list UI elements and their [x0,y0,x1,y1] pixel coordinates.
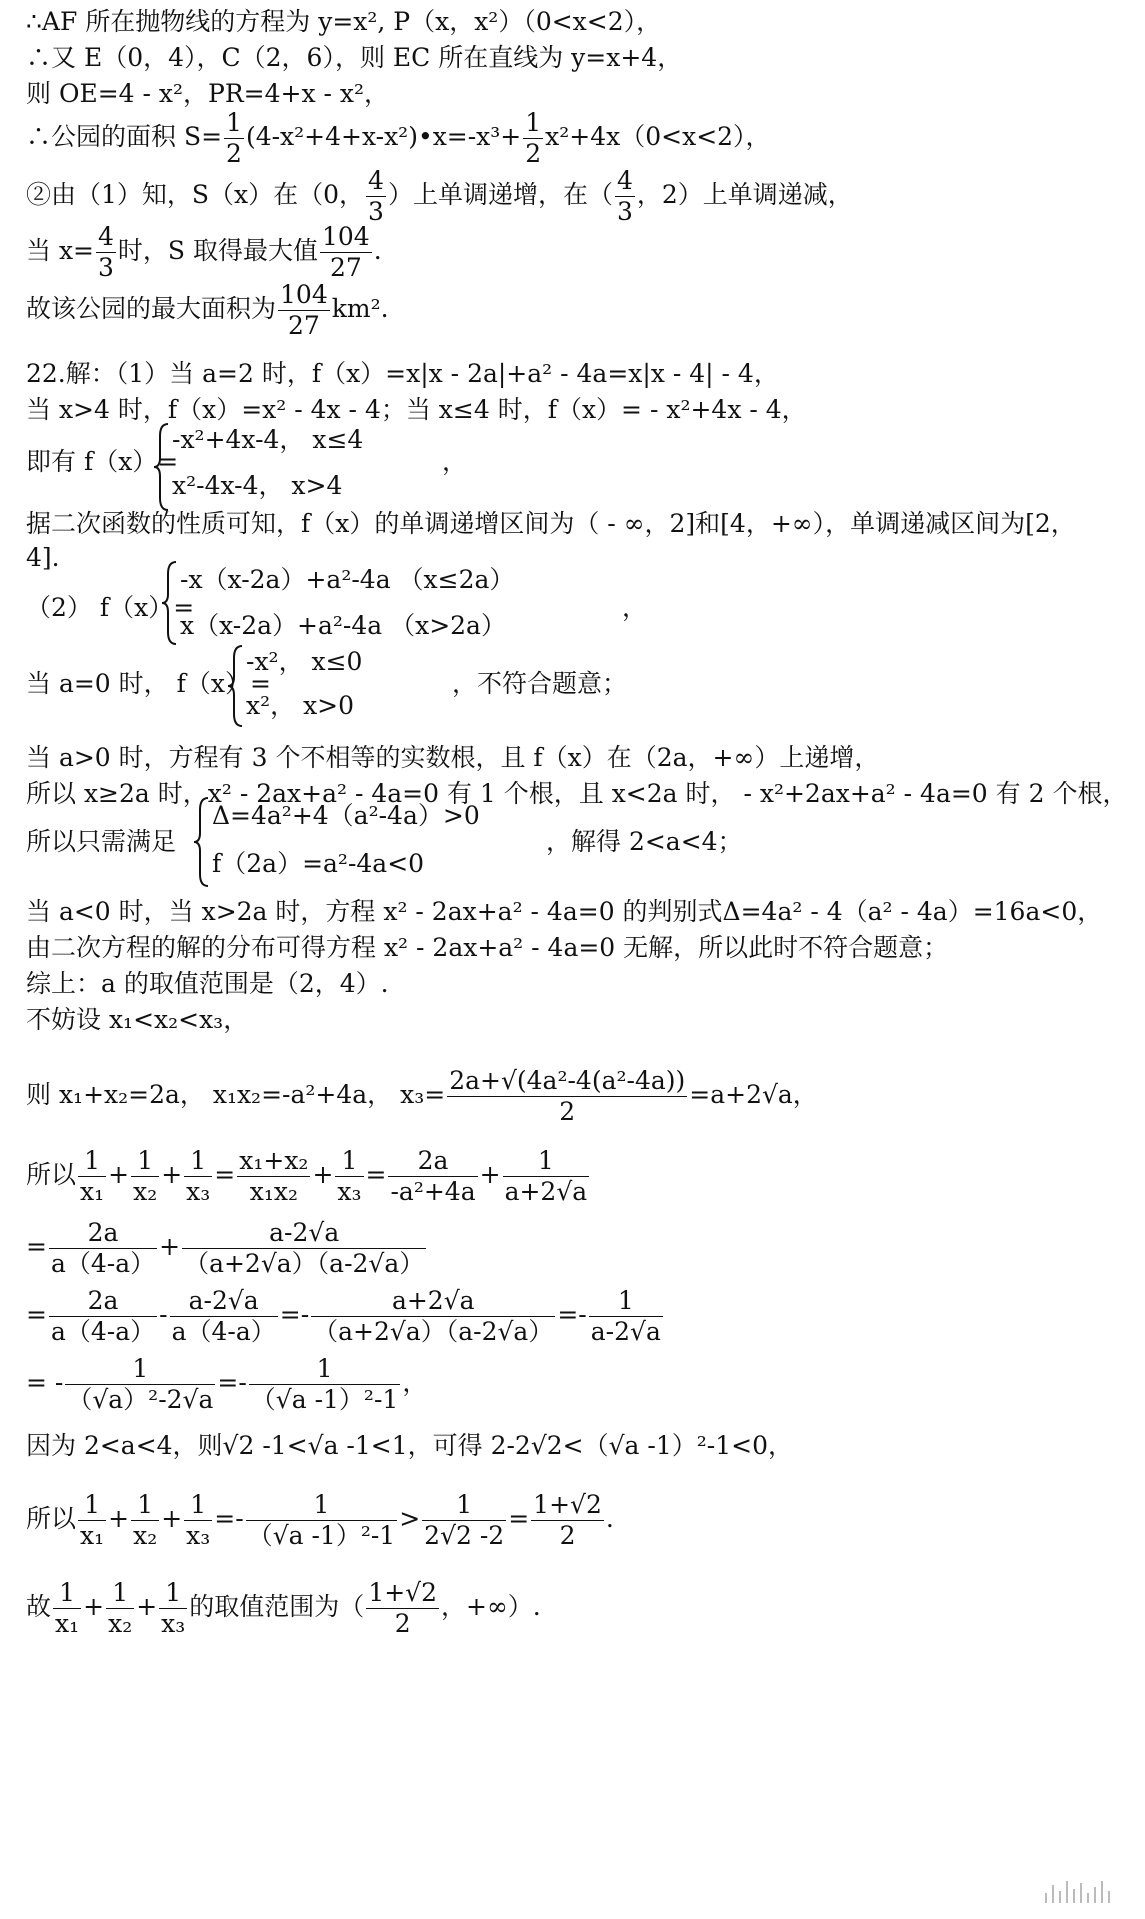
eq: = [214,1160,236,1189]
num: x₁+x₂ [239,1146,309,1175]
max-area-text: 故该公园的最大面积为 [26,294,277,323]
num: 1 [589,1286,663,1317]
roots-text: 则 x₁+x₂=2a， x₁x₂=-a²+4a， x₃= [26,1080,446,1109]
frac-k1 [65,1354,215,1415]
den: a（4-a） [50,1249,156,1278]
eq: = [508,1504,530,1533]
conclusion-line [26,1578,541,1639]
den: 2 [394,1609,411,1638]
frac-inv-x2-2 [131,1490,159,1551]
frac-g1-2 [49,1286,157,1347]
max-line [26,222,382,283]
den: a-2√a [590,1317,661,1346]
sum-line-1 [26,1146,591,1207]
text-line-15: 当 a>0 时，方程有 3 个不相等的实数根，且 f（x）在（2a，+∞）上递增， [26,743,880,772]
area-label: ∴公园的面积 S= [26,122,223,151]
gu: 故 [26,1592,52,1621]
den: a+2√a [504,1177,588,1206]
num: 1 [131,1490,159,1521]
num: 1 [106,1578,134,1609]
eq-minus: = - [26,1368,64,1397]
mono-a: ②由（1）知，S（x）在（0， [26,180,365,209]
frac-m3 [531,1490,604,1551]
watermark-icon [1045,1881,1115,1905]
sum-line-5 [26,1490,614,1551]
text-line-27: 因为 2<a<4，则√2 -1<√a -1<1，可得 2-2√2<（√a -1）²-1<0， [26,1431,793,1460]
frac-half-2 [523,108,543,169]
num: 1 [503,1146,590,1177]
den: x₃ [186,1177,211,1206]
den: （√a）²-2√a [67,1385,214,1414]
num: a-2√a [170,1286,278,1317]
den: x₂ [133,1177,158,1206]
eq: = [365,1160,387,1189]
num: 1 [53,1578,81,1609]
frac-inv-x2 [131,1146,159,1207]
num: 1+√2 [533,1490,602,1519]
text-line-1: ∴AF 所在抛物线的方程为 y=x², P（x，x²）（0<x<2）， [26,7,662,36]
comma: ， [402,1368,428,1397]
den: 2 [559,1097,576,1126]
sum-line-2 [26,1218,428,1279]
den: （√a -1）²-1 [247,1521,396,1550]
den: x₂ [108,1609,133,1638]
den: （a+2√a）（a-2√a） [184,1249,425,1278]
den: x₃ [337,1177,362,1206]
den: x₁ [55,1609,80,1638]
comma: ， [622,593,648,622]
num: 1 [184,1490,212,1521]
plus: + [312,1160,334,1189]
frac-h4 [589,1286,663,1347]
text-line-8: 22.解：（1）当 a=2 时，f（x）=x|x - 2a|+a² - 4a=x|x - 4| - 4， [26,359,779,388]
system-case-2: f（2a）=a²-4a<0 [212,849,425,878]
num: 1 [249,1354,401,1385]
text-line-19: 由二次方程的解的分布可得方程 x² - 2ax+a² - 4a=0 无解，所以此时不符合题意； [26,933,949,962]
num: a+2√a [311,1286,555,1317]
text-line-18: 当 a<0 时，当 x>2a 时，方程 x² - 2ax+a² - 4a=0 的判别式Δ=4a² - 4（a² - 4a）=16a<0， [26,897,1103,926]
frac-m2 [422,1490,506,1551]
dot: . [373,236,382,265]
monotonic-line [26,166,853,227]
frac-inv-x1-2 [78,1490,106,1551]
num: 4 [98,222,114,251]
text-line-9: 当 x>4 时，f（x）=x² - 4x - 4；当 x≤4 时，f（x）= - x²+4x - 4， [26,395,807,424]
frac-h3 [311,1286,555,1347]
den: a（4-a） [171,1317,276,1346]
eq-minus: =- [279,1300,310,1329]
system-tail: ，解得 2<a<4； [546,827,743,856]
range-text: 的取值范围为（ [189,1592,365,1621]
num: 1 [184,1146,212,1177]
eq: = [26,1232,47,1261]
den: 3 [368,197,384,226]
num: 1 [335,1146,363,1177]
system-case-1: Δ=4a²+4（a²-4a）>0 [212,801,480,830]
roots-result: =a+2√a， [689,1080,818,1109]
num: 2a [49,1286,157,1317]
num: 1 [78,1146,106,1177]
num: 2a [388,1146,477,1177]
num: 1 [65,1354,215,1385]
suoyi: 所以 [26,1504,77,1533]
frac-half [224,108,244,169]
frac-g2 [182,1218,426,1279]
brace-icon [152,422,172,512]
den: 3 [616,197,633,226]
den: （a+2√a）（a-2√a） [313,1317,554,1346]
num: 1 [422,1490,506,1521]
eq-minus: =- [557,1300,587,1329]
frac-inv-x3 [184,1146,212,1207]
comma: ， [442,447,468,476]
frac-g1 [49,1218,157,1279]
frac-sum12 [237,1146,310,1207]
dot: . [605,1504,614,1533]
max-area-line [26,280,389,341]
frac-four-thirds-3 [96,222,116,283]
mono-b: ）上单调递增，在（ [387,180,613,209]
den: x₂ [133,1521,158,1550]
num: 1 [159,1578,187,1609]
den: x₁ [80,1177,105,1206]
piecewise-1-case-2: x²-4x-4， x>4 [172,471,343,500]
frac-max-2 [278,280,330,341]
den: x₁x₂ [249,1177,298,1206]
piecewise-3-case-1: -x²， x≤0 [246,647,363,676]
minus: - [159,1300,168,1329]
frac-m3-2 [366,1578,439,1639]
piecewise-2-label: （2） f（x）= [26,593,195,622]
eq: = [26,1300,47,1329]
plus: + [136,1592,158,1621]
den: 2√2 -2 [424,1521,505,1550]
when-x: 当 x= [26,236,94,265]
suoyi: 所以 [26,1160,77,1189]
plus: + [479,1160,501,1189]
text-line-12: 4]. [26,543,60,572]
system-label: 所以只需满足 [26,827,177,856]
num: 1 [78,1490,106,1521]
piecewise-2-case-2: x（x-2a）+a²-4a （x>2a） [180,611,506,640]
text-line-16: 所以 x≥2a 时，x² - 2ax+a² - 4a=0 有 1 个根，且 x<2a 时， - x²+2ax+a² - 4a=0 有 2 个根， [26,779,1128,808]
frac-inv-x3-3 [184,1490,212,1551]
num: 4 [616,166,633,195]
den: 2 [559,1521,576,1550]
den: -a²+4a [390,1177,476,1206]
den: a（4-a） [50,1317,156,1346]
piecewise-1-case-1: -x²+4x-4， x≤4 [172,425,364,454]
area-formula [26,108,771,169]
den: 27 [329,253,362,282]
num: 1 [131,1146,159,1177]
roots-line [26,1066,818,1127]
text-line-3: 则 OE=4 - x²，PR=4+x - x²， [26,79,390,108]
frac-inv-x3-2 [335,1146,363,1207]
area-tail: x²+4x（0<x<2）， [545,122,771,151]
den: 27 [287,311,320,340]
frac-max [320,222,372,283]
piecewise-3-label: 当 a=0 时， f（x）= [26,669,271,698]
sum-line-4 [26,1354,427,1415]
mono-c: ，2）上单调递减， [636,180,853,209]
den: 2 [226,139,242,168]
frac-four-thirds-2 [615,166,635,227]
num: 104 [280,280,328,309]
gt: > [399,1504,421,1533]
piecewise-3-tail: ，不符合题意； [452,669,628,698]
frac-k2 [249,1354,401,1415]
frac-inv-x2-3 [106,1578,134,1639]
plus: + [161,1504,183,1533]
den: x₃ [186,1521,211,1550]
frac-inv-x1-3 [53,1578,81,1639]
den: x₃ [161,1609,186,1638]
range-tail: ，+∞）. [441,1592,541,1621]
frac-inv-x1 [78,1146,106,1207]
num: 104 [321,222,370,251]
den: （√a -1）²-1 [250,1385,399,1414]
frac-inv-x3-4 [159,1578,187,1639]
frac-x3 [447,1066,687,1127]
eq-minus: =- [217,1368,247,1397]
den: 3 [98,253,114,282]
den: 2 [525,139,542,168]
plus: + [161,1160,183,1189]
plus: + [108,1504,130,1533]
sum-line-3 [26,1286,665,1347]
frac-h2 [170,1286,278,1347]
num: a-2√a [182,1218,426,1249]
frac-k2-2 [246,1490,398,1551]
frac-four-thirds [366,166,386,227]
plus: + [108,1160,130,1189]
brace-icon [226,644,246,728]
brace-icon [192,796,212,888]
eq-minus: =- [214,1504,244,1533]
area-body: (4-x²+4+x-x²)•x=-x³+ [245,122,522,151]
num: 2a+√(4a²-4(a²-4a)) [449,1066,686,1095]
num: 1 [246,1490,398,1521]
plus: + [83,1592,105,1621]
text-line-2: ∴又 E（0，4），C（2，6），则 EC 所在直线为 y=x+4， [26,43,683,72]
piecewise-1-label: 即有 f（x）= [26,447,179,476]
text-line-20: 综上：a 的取值范围是（2，4）. [26,969,389,998]
plus: + [159,1232,181,1261]
text-line-11: 据二次函数的性质可知，f（x）的单调递增区间为（ - ∞，2]和[4，+∞），单调递减区间为[2， [26,509,1076,538]
piecewise-3-case-2: x²， x>0 [246,691,355,720]
brace-icon [160,560,180,646]
frac-a2sa [503,1146,590,1207]
num: 1 [525,108,542,137]
num: 2a [49,1218,157,1249]
num: 1+√2 [368,1578,438,1607]
num: 1 [226,108,242,137]
max-text: 时，S 取得最大值 [117,236,318,265]
piecewise-2-case-1: -x（x-2a）+a²-4a （x≤2a） [180,565,515,594]
frac-2a [388,1146,477,1207]
den: x₁ [80,1521,105,1550]
text-line-21: 不妨设 x₁<x₂<x₃， [26,1005,249,1034]
unit: km². [331,294,389,323]
num: 4 [368,166,384,195]
